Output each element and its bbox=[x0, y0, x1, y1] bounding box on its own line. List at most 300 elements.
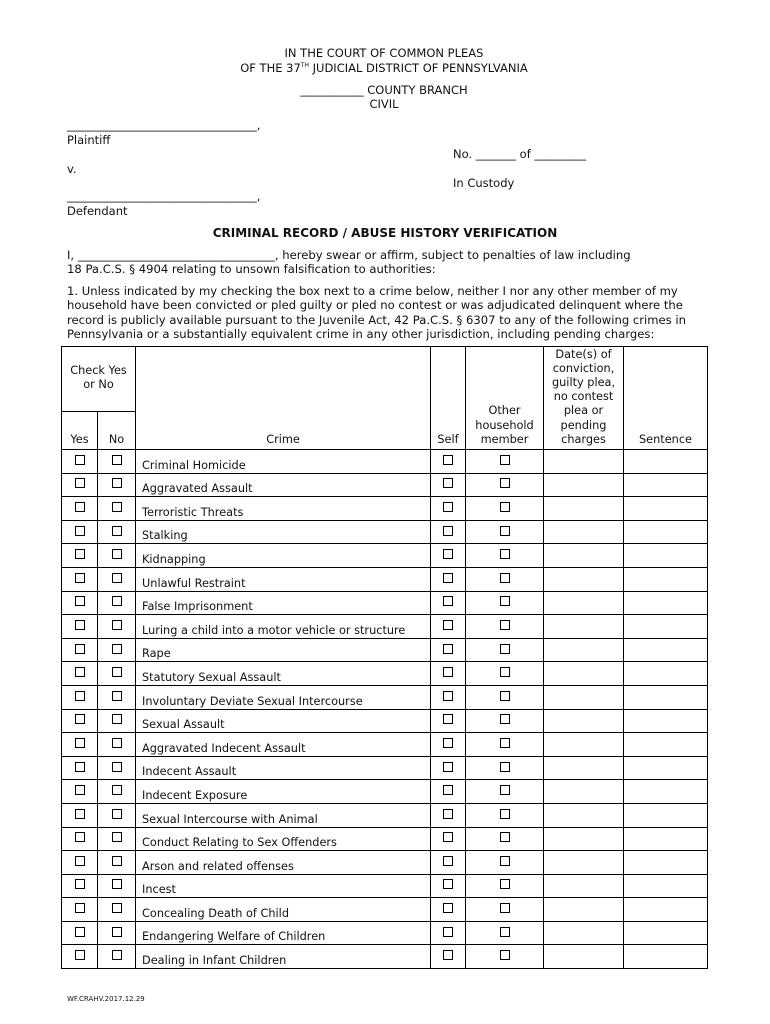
other-member-cell bbox=[466, 662, 544, 686]
check-header-line-1: Check Yes bbox=[70, 363, 127, 377]
other-member-checkbox[interactable] bbox=[500, 785, 510, 795]
crime-rows bbox=[62, 450, 708, 969]
dates-header-line-2: conviction, bbox=[552, 361, 615, 375]
self-checkbox[interactable] bbox=[443, 620, 453, 630]
crime-name: Dealing in Infant Children bbox=[136, 945, 431, 969]
sentence-cell[interactable] bbox=[624, 685, 708, 709]
sentence-cell[interactable] bbox=[624, 851, 708, 875]
other-member-cell bbox=[466, 638, 544, 662]
self-checkbox[interactable] bbox=[443, 573, 453, 583]
yes-checkbox[interactable] bbox=[75, 667, 85, 677]
yes-checkbox[interactable] bbox=[75, 620, 85, 630]
other-member-cell bbox=[466, 803, 544, 827]
sentence-cell[interactable] bbox=[624, 567, 708, 591]
sentence-cell[interactable] bbox=[624, 615, 708, 639]
no-checkbox[interactable] bbox=[112, 809, 122, 819]
self-cell bbox=[431, 497, 466, 521]
dates-cell[interactable] bbox=[544, 567, 624, 591]
no-cell bbox=[98, 544, 136, 568]
other-member-cell bbox=[466, 615, 544, 639]
defendant-label: Defendant bbox=[67, 204, 128, 218]
self-cell bbox=[431, 473, 466, 497]
yes-checkbox[interactable] bbox=[75, 502, 85, 512]
dates-cell[interactable] bbox=[544, 874, 624, 898]
self-header: Self bbox=[431, 347, 466, 450]
crime-name: Conduct Relating to Sex Offenders bbox=[136, 827, 431, 851]
other-member-checkbox[interactable] bbox=[500, 950, 510, 960]
table-row bbox=[62, 591, 708, 615]
yes-checkbox[interactable] bbox=[75, 644, 85, 654]
other-member-cell bbox=[466, 827, 544, 851]
other-member-checkbox[interactable] bbox=[500, 502, 510, 512]
other-member-cell bbox=[466, 874, 544, 898]
self-checkbox[interactable] bbox=[443, 667, 453, 677]
oath-line-2: 18 Pa.C.S. § 4904 relating to unsown falsification to authorities: bbox=[67, 262, 436, 276]
no-checkbox[interactable] bbox=[112, 714, 122, 724]
self-cell bbox=[431, 733, 466, 757]
yes-checkbox[interactable] bbox=[75, 950, 85, 960]
judicial-district-post: JUDICIAL DISTRICT OF PENNSYLVANIA bbox=[308, 61, 528, 75]
sentence-cell[interactable] bbox=[624, 733, 708, 757]
self-checkbox[interactable] bbox=[443, 950, 453, 960]
table-row bbox=[62, 827, 708, 851]
other-member-checkbox[interactable] bbox=[500, 879, 510, 889]
other-member-checkbox[interactable] bbox=[500, 644, 510, 654]
self-cell bbox=[431, 638, 466, 662]
no-cell bbox=[98, 709, 136, 733]
yes-cell bbox=[62, 921, 98, 945]
crime-name: Statutory Sexual Assault bbox=[136, 662, 431, 686]
check-yes-no-header bbox=[62, 347, 136, 412]
yes-cell bbox=[62, 591, 98, 615]
table-row bbox=[62, 803, 708, 827]
crime-name: Sexual Intercourse with Animal bbox=[136, 803, 431, 827]
yes-checkbox[interactable] bbox=[75, 596, 85, 606]
self-cell bbox=[431, 567, 466, 591]
table-row bbox=[62, 874, 708, 898]
crime-name: Rape bbox=[136, 638, 431, 662]
sentence-cell[interactable] bbox=[624, 945, 708, 969]
yes-checkbox[interactable] bbox=[75, 714, 85, 724]
other-member-cell bbox=[466, 497, 544, 521]
no-cell bbox=[98, 898, 136, 922]
no-checkbox[interactable] bbox=[112, 927, 122, 937]
no-checkbox[interactable] bbox=[112, 502, 122, 512]
self-cell bbox=[431, 615, 466, 639]
sentence-cell[interactable] bbox=[624, 898, 708, 922]
other-member-header bbox=[466, 347, 544, 450]
other-member-checkbox[interactable] bbox=[500, 856, 510, 866]
versus-label: v. bbox=[67, 162, 77, 176]
yes-cell bbox=[62, 497, 98, 521]
yes-checkbox[interactable] bbox=[75, 903, 85, 913]
defendant-name-field[interactable]: _________________________________, bbox=[67, 189, 261, 203]
yes-cell bbox=[62, 851, 98, 875]
no-cell bbox=[98, 685, 136, 709]
self-checkbox[interactable] bbox=[443, 809, 453, 819]
yes-checkbox[interactable] bbox=[75, 573, 85, 583]
sentence-cell[interactable] bbox=[624, 591, 708, 615]
yes-cell bbox=[62, 733, 98, 757]
other-member-cell bbox=[466, 756, 544, 780]
other-member-cell bbox=[466, 544, 544, 568]
yes-checkbox[interactable] bbox=[75, 478, 85, 488]
yes-cell bbox=[62, 662, 98, 686]
crime-name: False Imprisonment bbox=[136, 591, 431, 615]
sentence-cell[interactable] bbox=[624, 520, 708, 544]
crime-name: Indecent Assault bbox=[136, 756, 431, 780]
self-checkbox[interactable] bbox=[443, 502, 453, 512]
other-member-cell bbox=[466, 591, 544, 615]
no-checkbox[interactable] bbox=[112, 762, 122, 772]
yes-checkbox[interactable] bbox=[75, 549, 85, 559]
yes-cell bbox=[62, 874, 98, 898]
table-row bbox=[62, 497, 708, 521]
crime-name: Indecent Exposure bbox=[136, 780, 431, 804]
self-cell bbox=[431, 898, 466, 922]
other-member-checkbox[interactable] bbox=[500, 738, 510, 748]
other-member-cell bbox=[466, 567, 544, 591]
form-code: WF.CRAHV.2017.12.29 bbox=[67, 995, 145, 1003]
no-cell bbox=[98, 756, 136, 780]
crimes-table bbox=[61, 346, 708, 969]
sentence-cell[interactable] bbox=[624, 827, 708, 851]
yes-checkbox[interactable] bbox=[75, 832, 85, 842]
yes-cell bbox=[62, 945, 98, 969]
self-checkbox[interactable] bbox=[443, 927, 453, 937]
no-checkbox[interactable] bbox=[112, 478, 122, 488]
no-cell bbox=[98, 591, 136, 615]
dates-cell[interactable] bbox=[544, 709, 624, 733]
self-cell bbox=[431, 780, 466, 804]
court-name: IN THE COURT OF COMMON PLEAS bbox=[284, 46, 484, 60]
self-checkbox[interactable] bbox=[443, 903, 453, 913]
self-cell bbox=[431, 685, 466, 709]
other-member-cell bbox=[466, 921, 544, 945]
dates-cell[interactable] bbox=[544, 520, 624, 544]
self-cell bbox=[431, 851, 466, 875]
sentence-cell[interactable] bbox=[624, 497, 708, 521]
table-row bbox=[62, 615, 708, 639]
custody-label: In Custody bbox=[453, 176, 515, 190]
no-cell bbox=[98, 851, 136, 875]
self-cell bbox=[431, 874, 466, 898]
no-checkbox[interactable] bbox=[112, 596, 122, 606]
other-member-cell bbox=[466, 685, 544, 709]
self-checkbox[interactable] bbox=[443, 549, 453, 559]
other-member-checkbox[interactable] bbox=[500, 832, 510, 842]
other-member-checkbox[interactable] bbox=[500, 667, 510, 677]
crime-name: Terroristic Threats bbox=[136, 497, 431, 521]
no-cell bbox=[98, 945, 136, 969]
no-checkbox[interactable] bbox=[112, 620, 122, 630]
self-cell bbox=[431, 591, 466, 615]
no-checkbox[interactable] bbox=[112, 455, 122, 465]
dates-cell[interactable] bbox=[544, 921, 624, 945]
table-row bbox=[62, 756, 708, 780]
no-checkbox[interactable] bbox=[112, 738, 122, 748]
dates-cell[interactable] bbox=[544, 662, 624, 686]
yes-cell bbox=[62, 898, 98, 922]
no-cell bbox=[98, 473, 136, 497]
sentence-cell[interactable] bbox=[624, 874, 708, 898]
other-member-checkbox[interactable] bbox=[500, 714, 510, 724]
civil-label: CIVIL bbox=[369, 97, 399, 111]
other-member-checkbox[interactable] bbox=[500, 809, 510, 819]
no-checkbox[interactable] bbox=[112, 573, 122, 583]
dates-header-line-3: guilty plea, bbox=[551, 375, 616, 389]
sentence-cell[interactable] bbox=[624, 756, 708, 780]
other-member-checkbox[interactable] bbox=[500, 762, 510, 772]
other-member-checkbox[interactable] bbox=[500, 549, 510, 559]
other-member-cell bbox=[466, 780, 544, 804]
crime-name: Endangering Welfare of Children bbox=[136, 921, 431, 945]
no-cell bbox=[98, 780, 136, 804]
dates-header bbox=[544, 347, 624, 450]
yes-cell bbox=[62, 473, 98, 497]
yes-cell bbox=[62, 567, 98, 591]
self-checkbox[interactable] bbox=[443, 714, 453, 724]
yes-checkbox[interactable] bbox=[75, 738, 85, 748]
paragraph-1-line-4: Pennsylvania or a substantially equivalent crime in any other jurisdiction, including pending charges: bbox=[67, 327, 655, 341]
dates-cell[interactable] bbox=[544, 497, 624, 521]
no-cell bbox=[98, 497, 136, 521]
yes-cell bbox=[62, 827, 98, 851]
other-member-checkbox[interactable] bbox=[500, 455, 510, 465]
dates-cell[interactable] bbox=[544, 450, 624, 474]
other-member-cell bbox=[466, 733, 544, 757]
sentence-header: Sentence bbox=[624, 347, 708, 450]
no-checkbox[interactable] bbox=[112, 832, 122, 842]
self-checkbox[interactable] bbox=[443, 478, 453, 488]
no-cell bbox=[98, 662, 136, 686]
self-cell bbox=[431, 544, 466, 568]
table-row bbox=[62, 733, 708, 757]
no-checkbox[interactable] bbox=[112, 691, 122, 701]
no-checkbox[interactable] bbox=[112, 950, 122, 960]
sentence-cell[interactable] bbox=[624, 921, 708, 945]
no-cell bbox=[98, 874, 136, 898]
no-cell bbox=[98, 803, 136, 827]
crime-name: Kidnapping bbox=[136, 544, 431, 568]
paragraph-1-line-2: household have been convicted or pled guilty or pled no contest or was adjudicated delinquent where the bbox=[67, 298, 683, 312]
form-title: CRIMINAL RECORD / ABUSE HISTORY VERIFICATION bbox=[212, 226, 558, 240]
self-cell bbox=[431, 945, 466, 969]
other-member-checkbox[interactable] bbox=[500, 903, 510, 913]
table-row bbox=[62, 898, 708, 922]
yes-cell bbox=[62, 780, 98, 804]
table-row bbox=[62, 638, 708, 662]
self-checkbox[interactable] bbox=[443, 762, 453, 772]
crime-name: Luring a child into a motor vehicle or structure bbox=[136, 615, 431, 639]
county-branch: ___________ COUNTY BRANCH bbox=[300, 83, 468, 97]
no-cell bbox=[98, 615, 136, 639]
other-member-cell bbox=[466, 450, 544, 474]
table-row bbox=[62, 567, 708, 591]
dates-cell[interactable] bbox=[544, 638, 624, 662]
judicial-district bbox=[108, 61, 660, 75]
table-row bbox=[62, 520, 708, 544]
dates-cell[interactable] bbox=[544, 803, 624, 827]
no-cell bbox=[98, 567, 136, 591]
no-checkbox[interactable] bbox=[112, 903, 122, 913]
sentence-cell[interactable] bbox=[624, 544, 708, 568]
no-cell bbox=[98, 520, 136, 544]
no-checkbox[interactable] bbox=[112, 667, 122, 677]
yes-checkbox[interactable] bbox=[75, 526, 85, 536]
yes-checkbox[interactable] bbox=[75, 455, 85, 465]
table-row bbox=[62, 685, 708, 709]
yes-checkbox[interactable] bbox=[75, 927, 85, 937]
self-checkbox[interactable] bbox=[443, 832, 453, 842]
table-row bbox=[62, 945, 708, 969]
table-row bbox=[62, 851, 708, 875]
self-checkbox[interactable] bbox=[443, 455, 453, 465]
table-row bbox=[62, 709, 708, 733]
no-checkbox[interactable] bbox=[112, 526, 122, 536]
self-checkbox[interactable] bbox=[443, 856, 453, 866]
dates-cell[interactable] bbox=[544, 591, 624, 615]
no-checkbox[interactable] bbox=[112, 856, 122, 866]
dates-header-line-5: plea or bbox=[563, 404, 604, 418]
yes-checkbox[interactable] bbox=[75, 809, 85, 819]
yes-checkbox[interactable] bbox=[75, 856, 85, 866]
other-member-checkbox[interactable] bbox=[500, 691, 510, 701]
check-header-line-2: or No bbox=[83, 378, 114, 391]
table-row bbox=[62, 662, 708, 686]
self-checkbox[interactable] bbox=[443, 644, 453, 654]
no-checkbox[interactable] bbox=[112, 644, 122, 654]
table-row bbox=[62, 473, 708, 497]
yes-checkbox[interactable] bbox=[75, 762, 85, 772]
dates-cell[interactable] bbox=[544, 851, 624, 875]
dates-cell[interactable] bbox=[544, 898, 624, 922]
crime-name: Incest bbox=[136, 874, 431, 898]
table-row bbox=[62, 450, 708, 474]
dates-cell[interactable] bbox=[544, 685, 624, 709]
judicial-district-pre: OF THE 37 bbox=[240, 61, 301, 75]
self-cell bbox=[431, 450, 466, 474]
self-checkbox[interactable] bbox=[443, 691, 453, 701]
self-checkbox[interactable] bbox=[443, 785, 453, 795]
other-member-cell bbox=[466, 520, 544, 544]
crime-name: Sexual Assault bbox=[136, 709, 431, 733]
crime-name: Involuntary Deviate Sexual Intercourse bbox=[136, 685, 431, 709]
self-cell bbox=[431, 827, 466, 851]
plaintiff-label: Plaintiff bbox=[67, 133, 111, 147]
dates-header-line-7: charges bbox=[561, 432, 606, 446]
yes-cell bbox=[62, 756, 98, 780]
self-checkbox[interactable] bbox=[443, 526, 453, 536]
other-member-checkbox[interactable] bbox=[500, 620, 510, 630]
dates-cell[interactable] bbox=[544, 945, 624, 969]
crime-name: Concealing Death of Child bbox=[136, 898, 431, 922]
paragraph-1-line-1: 1. Unless indicated by my checking the box next to a crime below, neither I nor any other member of my bbox=[67, 284, 678, 298]
no-cell bbox=[98, 733, 136, 757]
other-member-cell bbox=[466, 945, 544, 969]
other-member-checkbox[interactable] bbox=[500, 596, 510, 606]
paragraph-1-line-3: record is publicly available pursuant to the Juvenile Act, 42 Pa.C.S. § 6307 to any of the following crimes in bbox=[67, 313, 686, 327]
other-header-line-2: household bbox=[475, 418, 534, 432]
dates-cell[interactable] bbox=[544, 615, 624, 639]
yes-cell bbox=[62, 615, 98, 639]
table-row bbox=[62, 544, 708, 568]
sentence-cell[interactable] bbox=[624, 709, 708, 733]
dates-cell[interactable] bbox=[544, 756, 624, 780]
dates-cell[interactable] bbox=[544, 544, 624, 568]
self-checkbox[interactable] bbox=[443, 596, 453, 606]
yes-cell bbox=[62, 544, 98, 568]
table-row bbox=[62, 921, 708, 945]
sentence-cell[interactable] bbox=[624, 450, 708, 474]
dates-cell[interactable] bbox=[544, 780, 624, 804]
oath-line-1[interactable]: I, __________________________________, hereby swear or affirm, subject to penalties of law including bbox=[67, 248, 631, 262]
dates-cell[interactable] bbox=[544, 473, 624, 497]
sentence-cell[interactable] bbox=[624, 473, 708, 497]
no-cell bbox=[98, 921, 136, 945]
self-cell bbox=[431, 921, 466, 945]
sentence-cell[interactable] bbox=[624, 638, 708, 662]
other-member-checkbox[interactable] bbox=[500, 478, 510, 488]
no-header: No bbox=[98, 412, 136, 450]
no-checkbox[interactable] bbox=[112, 879, 122, 889]
dates-cell[interactable] bbox=[544, 827, 624, 851]
yes-checkbox[interactable] bbox=[75, 691, 85, 701]
self-cell bbox=[431, 756, 466, 780]
yes-cell bbox=[62, 520, 98, 544]
other-header-line-3: member bbox=[480, 432, 529, 446]
self-checkbox[interactable] bbox=[443, 738, 453, 748]
yes-cell bbox=[62, 709, 98, 733]
other-member-cell bbox=[466, 898, 544, 922]
self-cell bbox=[431, 520, 466, 544]
no-checkbox[interactable] bbox=[112, 549, 122, 559]
no-checkbox[interactable] bbox=[112, 785, 122, 795]
dates-header-line-4: no contest bbox=[553, 390, 614, 404]
case-number-field[interactable]: No. _______ of _________ bbox=[453, 147, 587, 161]
no-cell bbox=[98, 827, 136, 851]
crime-name: Stalking bbox=[136, 520, 431, 544]
crime-name: Arson and related offenses bbox=[136, 851, 431, 875]
crime-name: Aggravated Assault bbox=[136, 473, 431, 497]
yes-cell bbox=[62, 450, 98, 474]
other-member-checkbox[interactable] bbox=[500, 526, 510, 536]
table-row bbox=[62, 780, 708, 804]
sentence-cell[interactable] bbox=[624, 803, 708, 827]
self-cell bbox=[431, 662, 466, 686]
sentence-cell[interactable] bbox=[624, 662, 708, 686]
dates-header-line-1: Date(s) of bbox=[555, 347, 612, 361]
other-member-cell bbox=[466, 851, 544, 875]
other-header-line-1: Other bbox=[488, 404, 521, 418]
other-member-checkbox[interactable] bbox=[500, 573, 510, 583]
dates-header-line-6: pending bbox=[560, 418, 607, 432]
self-checkbox[interactable] bbox=[443, 879, 453, 889]
dates-cell[interactable] bbox=[544, 733, 624, 757]
no-cell bbox=[98, 638, 136, 662]
crime-header: Crime bbox=[136, 347, 431, 450]
other-member-cell bbox=[466, 709, 544, 733]
plaintiff-name-field[interactable]: _________________________________, bbox=[67, 118, 261, 132]
crime-name: Aggravated Indecent Assault bbox=[136, 733, 431, 757]
yes-checkbox[interactable] bbox=[75, 785, 85, 795]
sentence-cell[interactable] bbox=[624, 780, 708, 804]
yes-cell bbox=[62, 803, 98, 827]
yes-checkbox[interactable] bbox=[75, 879, 85, 889]
crime-name: Criminal Homicide bbox=[136, 450, 431, 474]
other-member-checkbox[interactable] bbox=[500, 927, 510, 937]
yes-header: Yes bbox=[62, 412, 98, 450]
